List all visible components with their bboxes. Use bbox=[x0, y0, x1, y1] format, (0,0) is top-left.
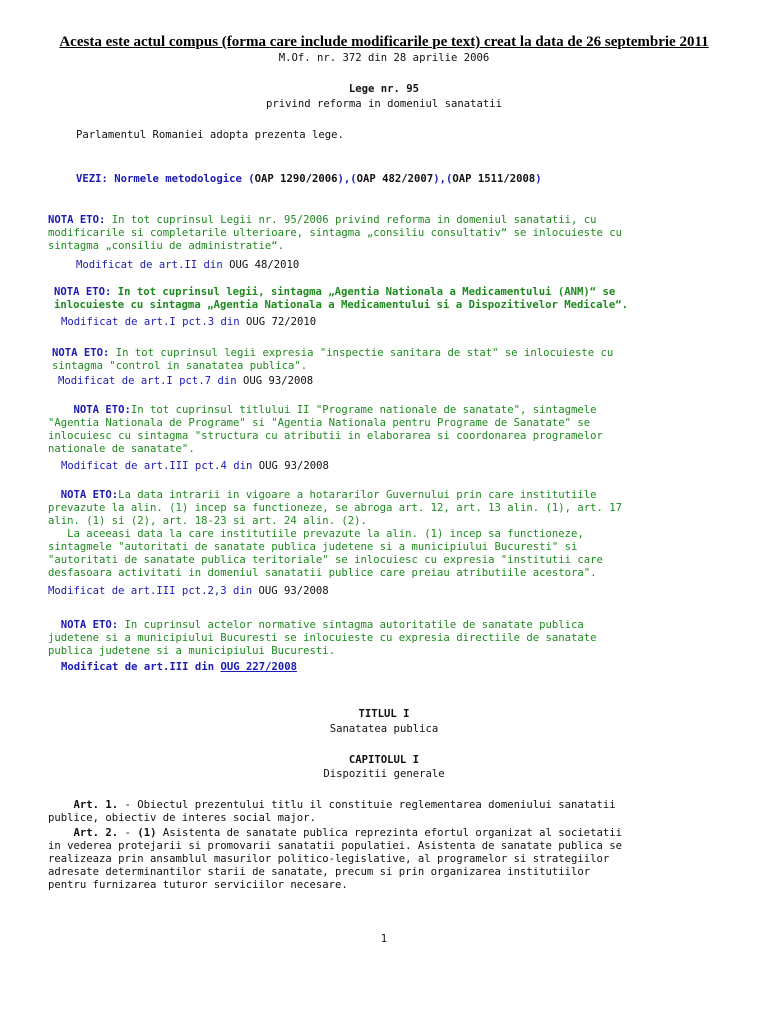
article-text: realizeaza prin ansamblul masurilor politico-legislative, al programelor si strategiilor bbox=[48, 853, 610, 865]
note-text: inlocuieste cu sintagma „Agentia Nationala a Medicamentului si a Dispozitivelor Medicale“. bbox=[54, 299, 629, 311]
amendment-ref-1: Modificat de art.II din OUG 48/2010 bbox=[76, 259, 300, 271]
article-text: adresate determinantilor starii de sanatate, precum si prin organizarea institutiilor bbox=[48, 866, 591, 878]
eto-note-1 bbox=[48, 214, 622, 253]
paragraph-number: (1) bbox=[137, 827, 157, 839]
note-text: In tot cuprinsul legii, sintagma „Agentia Nationala a Medicamentului (ANM)“ se bbox=[111, 286, 616, 298]
note-label: NOTA ETO: bbox=[54, 286, 112, 298]
note-text: sintagma "control in sanatatea publica". bbox=[52, 360, 308, 372]
amendment-link[interactable]: OUG 227/2008 bbox=[220, 661, 297, 673]
note-text: nationale de sanatate". bbox=[48, 443, 195, 455]
chapter-name: Dispozitii generale bbox=[323, 768, 445, 780]
note-text: In tot cuprinsul legii expresia "inspectie sanitara de stat" se inlocuieste cu bbox=[109, 347, 614, 359]
note-text: modificarile si completarile ulterioare, sintagma „consiliu consultativ“ se inlocuieste cu bbox=[48, 227, 623, 239]
eto-note-4 bbox=[48, 404, 603, 456]
methodology-link-2[interactable]: OAP 482/2007 bbox=[356, 173, 434, 185]
note-text: In tot cuprinsul Legii nr. 95/2006 privind reforma in domeniul sanatatii, cu bbox=[105, 214, 597, 226]
article-dash: - bbox=[118, 827, 138, 839]
note-label: NOTA ETO: bbox=[48, 214, 106, 226]
article-text: publice, obiectiv de interes social major. bbox=[48, 812, 316, 824]
note-text: judetene si a municipiului Bucuresti se inlocuieste cu expresia directiile de sanatate bbox=[48, 632, 597, 644]
article-text: Asistenta de sanatate publica reprezinta efortul organizat al societatii bbox=[156, 827, 623, 839]
note-text: desfasoara activitati in domeniul sanatatii publice care preiau atributiile acestora". bbox=[48, 567, 597, 579]
amendment-ref-3: Modificat de art.I pct.7 din OUG 93/2008 bbox=[58, 375, 314, 387]
article-2 bbox=[48, 827, 622, 892]
note-text: La aceeasi data la care institutiile prevazute la alin. (1) incep sa functioneze, bbox=[48, 528, 584, 540]
note-text: "Agentia Nationala de Programe" si "Agentia Nationala pentru Programe de Sanatate" se bbox=[48, 417, 591, 429]
law-subject: privind reforma in domeniul sanatatii bbox=[266, 98, 502, 110]
see-end: ) bbox=[535, 173, 542, 185]
amendment-link[interactable]: OUG 93/2008 bbox=[258, 585, 329, 597]
note-text: In tot cuprinsul titlului II "Programe nationale de sanatate", sintagmele bbox=[130, 404, 597, 416]
note-label: NOTA ETO: bbox=[73, 404, 131, 416]
law-number: Lege nr. 95 bbox=[348, 83, 420, 95]
note-text: In cuprinsul actelor normative sintagma autoritatile de sanatate publica bbox=[118, 619, 584, 631]
article-label: Art. 1. bbox=[73, 799, 119, 811]
compiled-act-banner: Acesta este actul compus (forma care include modificarile pe text) creat la data de 26 septembrie 2011 bbox=[59, 34, 709, 50]
note-label: NOTA ETO: bbox=[60, 619, 119, 631]
eto-note-3 bbox=[52, 347, 613, 373]
methodology-link-1[interactable]: OAP 1290/2006 bbox=[254, 173, 338, 185]
amendment-link[interactable]: OUG 93/2008 bbox=[242, 375, 314, 387]
eto-note-5 bbox=[48, 489, 622, 580]
article-text: pentru furnizarea tuturor serviciilor necesare. bbox=[48, 879, 348, 891]
amendment-ref-4: Modificat de art.III pct.4 din OUG 93/2008 bbox=[61, 460, 329, 472]
note-label: NOTA ETO: bbox=[60, 489, 119, 501]
adoption-statement: Parlamentul Romaniei adopta prezenta lege. bbox=[76, 129, 344, 141]
page-number: 1 bbox=[380, 933, 388, 945]
note-text: prevazute la alin. (1) incep sa functioneze, se abroga art. 12, art. 13 alin. (1), art. 17 bbox=[48, 502, 623, 514]
see-sep-2: ),( bbox=[433, 173, 453, 185]
official-gazette-ref: M.Of. nr. 372 din 28 aprilie 2006 bbox=[278, 52, 490, 64]
note-text: sintagma „consiliu de administratie“. bbox=[48, 240, 284, 252]
title-heading: TITLUL I bbox=[358, 708, 410, 720]
note-text: inlocuiesc cu sintagma "structura cu atributii in elaborarea si coordonarea programelor bbox=[48, 430, 603, 442]
see-methodology-line bbox=[76, 173, 542, 186]
chapter-heading: CAPITOLUL I bbox=[348, 754, 420, 766]
article-label: Art. 2. bbox=[73, 827, 119, 839]
eto-note-6 bbox=[48, 619, 597, 658]
amendment-link[interactable]: OUG 72/2010 bbox=[245, 316, 317, 328]
amendment-ref-6: Modificat de art.III din OUG 227/2008 bbox=[61, 661, 297, 673]
eto-note-2 bbox=[54, 286, 628, 312]
amendment-ref-2: Modificat de art.I pct.3 din OUG 72/2010 bbox=[61, 316, 317, 328]
article-text: - Obiectul prezentului titlu il constituie reglementarea domeniului sanatatii bbox=[118, 799, 616, 811]
note-text: alin. (1) si (2), art. 18-23 si art. 24 alin. (2). bbox=[48, 515, 367, 527]
article-1 bbox=[48, 799, 616, 825]
note-label: NOTA ETO: bbox=[52, 347, 110, 359]
see-label: VEZI: Normele metodologice ( bbox=[76, 173, 255, 185]
amendment-link[interactable]: OUG 48/2010 bbox=[229, 259, 300, 271]
note-text: sintagmele "autoritati de sanatate publica judetene si a municipiului Bucuresti" si bbox=[48, 541, 578, 553]
note-text: publica judetene si a municipiului Bucuresti. bbox=[48, 645, 336, 657]
methodology-link-3[interactable]: OAP 1511/2008 bbox=[452, 173, 536, 185]
see-sep-1: ),( bbox=[337, 173, 357, 185]
note-text: La data intrarii in vigoare a hotararilor Guvernului prin care institutiile bbox=[118, 489, 597, 501]
amendment-link[interactable]: OUG 93/2008 bbox=[258, 460, 329, 472]
article-text: in vederea protejarii si promovarii sanatatii populatiei. Asistenta de sanatate publica se bbox=[48, 840, 623, 852]
title-name: Sanatatea publica bbox=[329, 723, 439, 735]
note-text: "autoritati de sanatate publica teritoriale" se inlocuiesc cu expresia "institutii care bbox=[48, 554, 603, 566]
amendment-ref-5: Modificat de art.III pct.2,3 din OUG 93/2008 bbox=[48, 585, 329, 597]
